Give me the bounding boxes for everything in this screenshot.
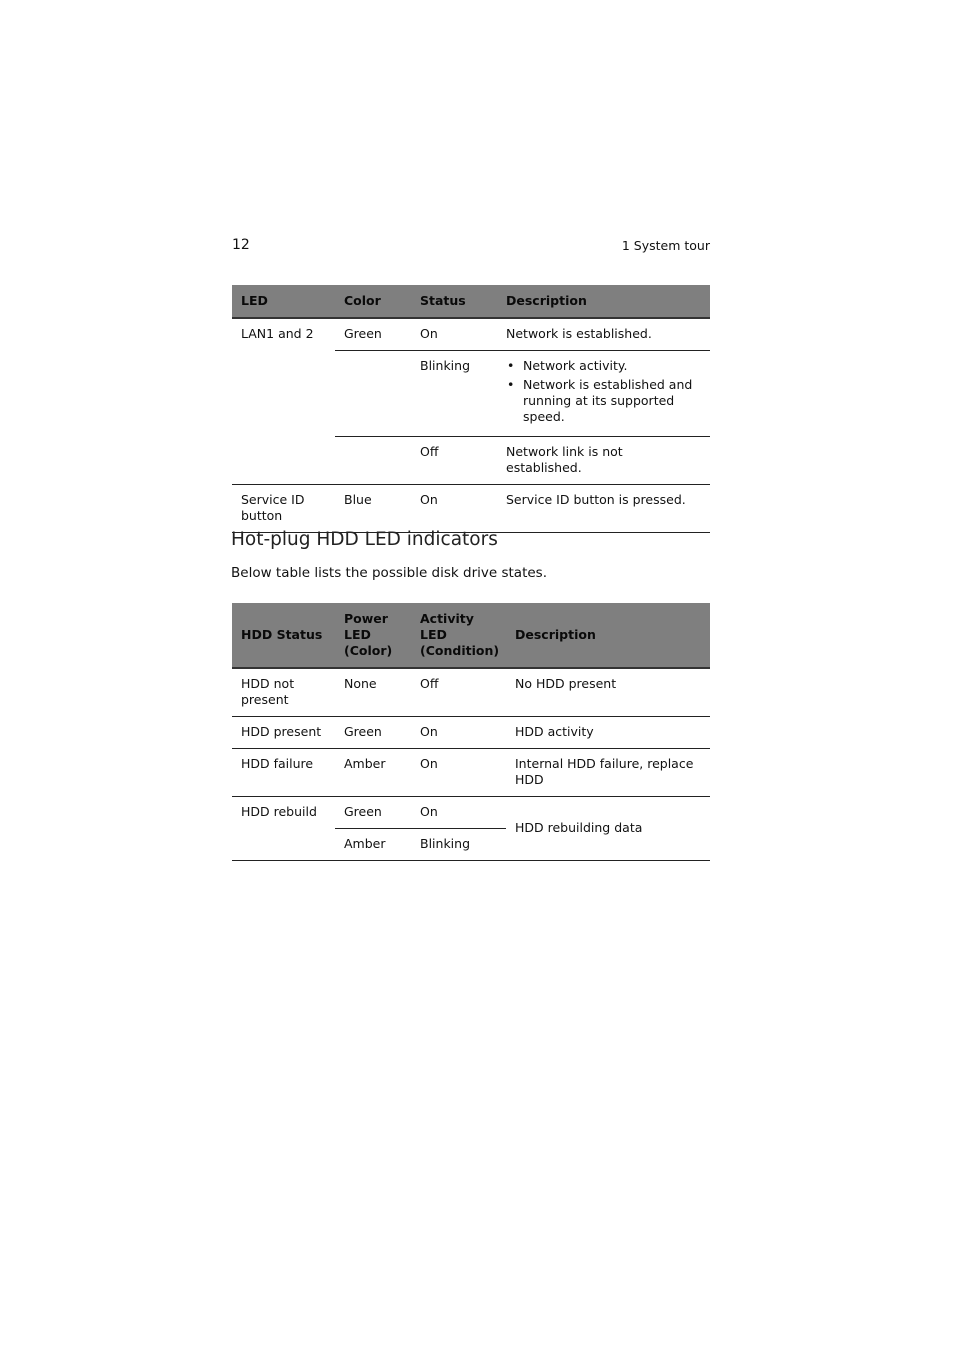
table-header-row xyxy=(232,603,710,668)
led-description: Service ID button is pressed. xyxy=(497,485,710,533)
table-header-row xyxy=(232,285,710,318)
section-heading: Hot-plug HDD LED indicators xyxy=(231,529,498,550)
led-color-empty xyxy=(335,351,411,437)
table-row xyxy=(232,318,710,351)
col-header-power-led: Power LED (Color) xyxy=(335,603,411,668)
bullet-list xyxy=(506,358,701,425)
table-row xyxy=(232,717,710,749)
led-description xyxy=(497,351,710,437)
col-header-color: Color xyxy=(335,285,411,318)
hdd-description: HDD activity xyxy=(506,717,710,749)
col-header-description: Description xyxy=(506,603,710,668)
hdd-status: HDD present xyxy=(232,717,335,749)
page-number: 12 xyxy=(232,237,250,253)
hdd-status: HDD failure xyxy=(232,749,335,797)
activity-led: On xyxy=(411,717,506,749)
power-led: Amber xyxy=(335,829,411,861)
led-status: Blinking xyxy=(411,351,497,437)
col-header-hdd-status: HDD Status xyxy=(232,603,335,668)
led-color-empty xyxy=(335,437,411,485)
hdd-status: HDD not present xyxy=(232,668,335,717)
hdd-status: HDD rebuild xyxy=(232,797,335,861)
power-led: Green xyxy=(335,717,411,749)
activity-led: On xyxy=(411,797,506,829)
led-name: LAN1 and 2 xyxy=(232,318,335,485)
table-row xyxy=(232,485,710,533)
bullet-item: • Network is established and running at its supported speed. xyxy=(506,377,701,425)
power-led: None xyxy=(335,668,411,717)
power-led: Green xyxy=(335,797,411,829)
power-led: Amber xyxy=(335,749,411,797)
led-status: On xyxy=(411,318,497,351)
led-color: Green xyxy=(335,318,411,351)
activity-led: Off xyxy=(411,668,506,717)
led-description: Network is established. xyxy=(497,318,710,351)
table-row xyxy=(232,668,710,717)
activity-led: Blinking xyxy=(411,829,506,861)
led-description: Network link is not established. xyxy=(506,444,623,475)
led-table xyxy=(232,285,710,533)
led-status: Off xyxy=(420,444,439,459)
activity-led: On xyxy=(411,749,506,797)
led-color: Blue xyxy=(335,485,411,533)
bullet-item: • Network activity. xyxy=(506,358,701,374)
col-header-description: Description xyxy=(497,285,710,318)
table-row xyxy=(232,749,710,797)
chapter-title: 1 System tour xyxy=(621,238,710,253)
table-row xyxy=(232,797,710,829)
hdd-description: No HDD present xyxy=(506,668,710,717)
col-header-status: Status xyxy=(411,285,497,318)
col-header-activity-led: Activity LED (Condition) xyxy=(411,603,506,668)
hdd-description: Internal HDD failure, replace HDD xyxy=(506,749,710,797)
hdd-table xyxy=(232,603,710,861)
hdd-description: HDD rebuilding data xyxy=(506,797,710,861)
led-status: On xyxy=(411,485,497,533)
led-name: Service ID button xyxy=(232,485,335,533)
col-header-led: LED xyxy=(232,285,335,318)
section-intro: Below table lists the possible disk drive states. xyxy=(231,565,547,581)
